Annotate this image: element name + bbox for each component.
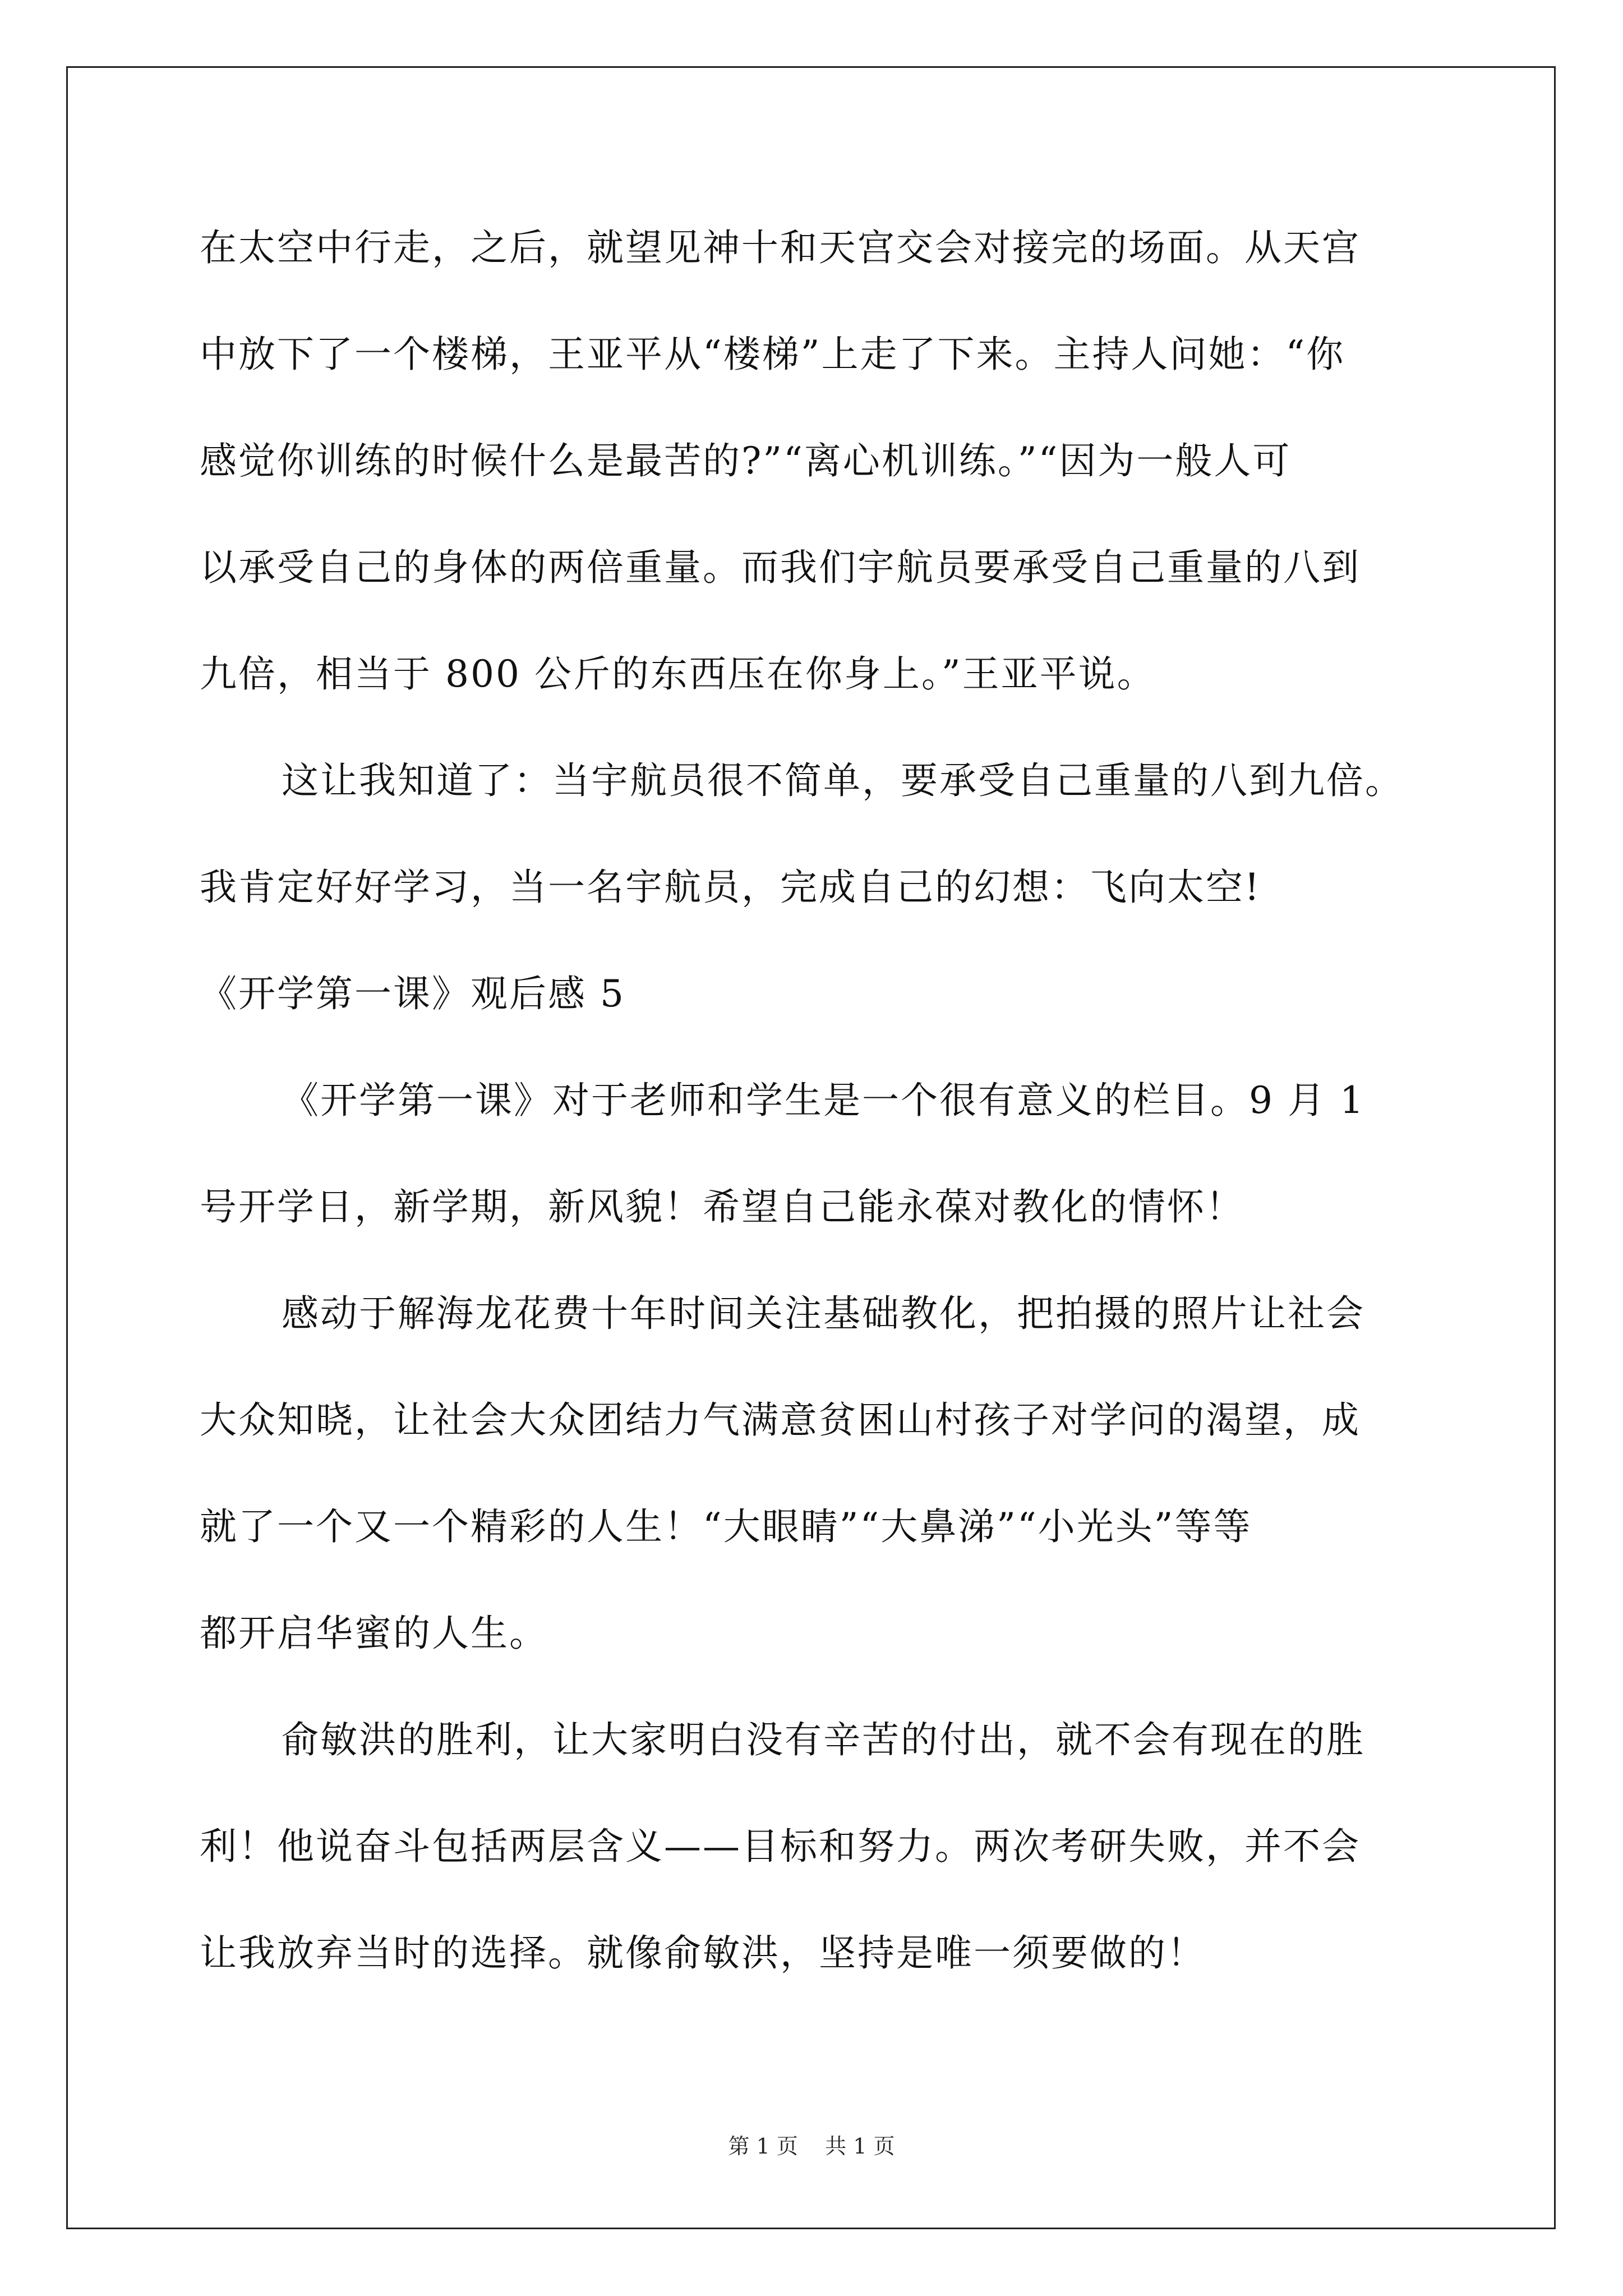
paragraph-line: 就了一个又一个精彩的人生！“大眼睛”“大鼻涕”“小光头”等等 xyxy=(200,1505,1252,1548)
paragraph-line: 让我放弃当时的选择。就像俞敏洪，坚持是唯一须要做的！ xyxy=(200,1931,1206,1975)
paragraph-line: 中放下了一个楼梯，王亚平从“楼梯”上走了下来。主持人问她：“你 xyxy=(200,333,1345,376)
paragraph-line: 《开学第一课》对于老师和学生是一个很有意义的栏目。9 月 1 xyxy=(282,1079,1365,1122)
paragraph-line: 这让我知道了：当宇航员很不简单，要承受自己重量的八到九倍。 xyxy=(282,759,1404,802)
page-number-footer: 第 1 页 共 1 页 xyxy=(728,2134,895,2159)
paragraph-line: 号开学日，新学期，新风貌！希望自己能永葆对教化的情怀！ xyxy=(200,1185,1244,1228)
paragraph-line: 九倍，相当于 800 公斤的东西压在你身上。”王亚平说。 xyxy=(200,652,1156,696)
paragraph-line: 感觉你训练的时候什么是最苦的?”“离心机训练。”“因为一般人可 xyxy=(200,439,1292,482)
paragraph-line: 在太空中行走，之后，就望见神十和天宫交会对接完的场面。从天宫 xyxy=(200,226,1361,269)
paragraph-line: 俞敏洪的胜利，让大家明白没有辛苦的付出，就不会有现在的胜 xyxy=(282,1718,1365,1761)
section-heading: 《开学第一课》观后感 5 xyxy=(200,972,625,1015)
paragraph-line: 以承受自己的身体的两倍重量。而我们宇航员要承受自己重量的八到 xyxy=(200,546,1361,589)
page-border xyxy=(66,66,1556,2229)
paragraph-line: 大众知晓，让社会大众团结力气满意贫困山村孩子对学问的渴望，成 xyxy=(200,1398,1361,1442)
paragraph-line: 感动于解海龙花费十年时间关注基础教化，把拍摄的照片让社会 xyxy=(282,1292,1365,1335)
paragraph-line: 利！他说奋斗包括两层含义——目标和努力。两次考研失败，并不会 xyxy=(200,1825,1361,1868)
paragraph-line: 我肯定好好学习，当一名宇航员，完成自己的幻想：飞向太空! xyxy=(200,866,1261,909)
paragraph-line: 都开启华蜜的人生。 xyxy=(200,1612,548,1655)
